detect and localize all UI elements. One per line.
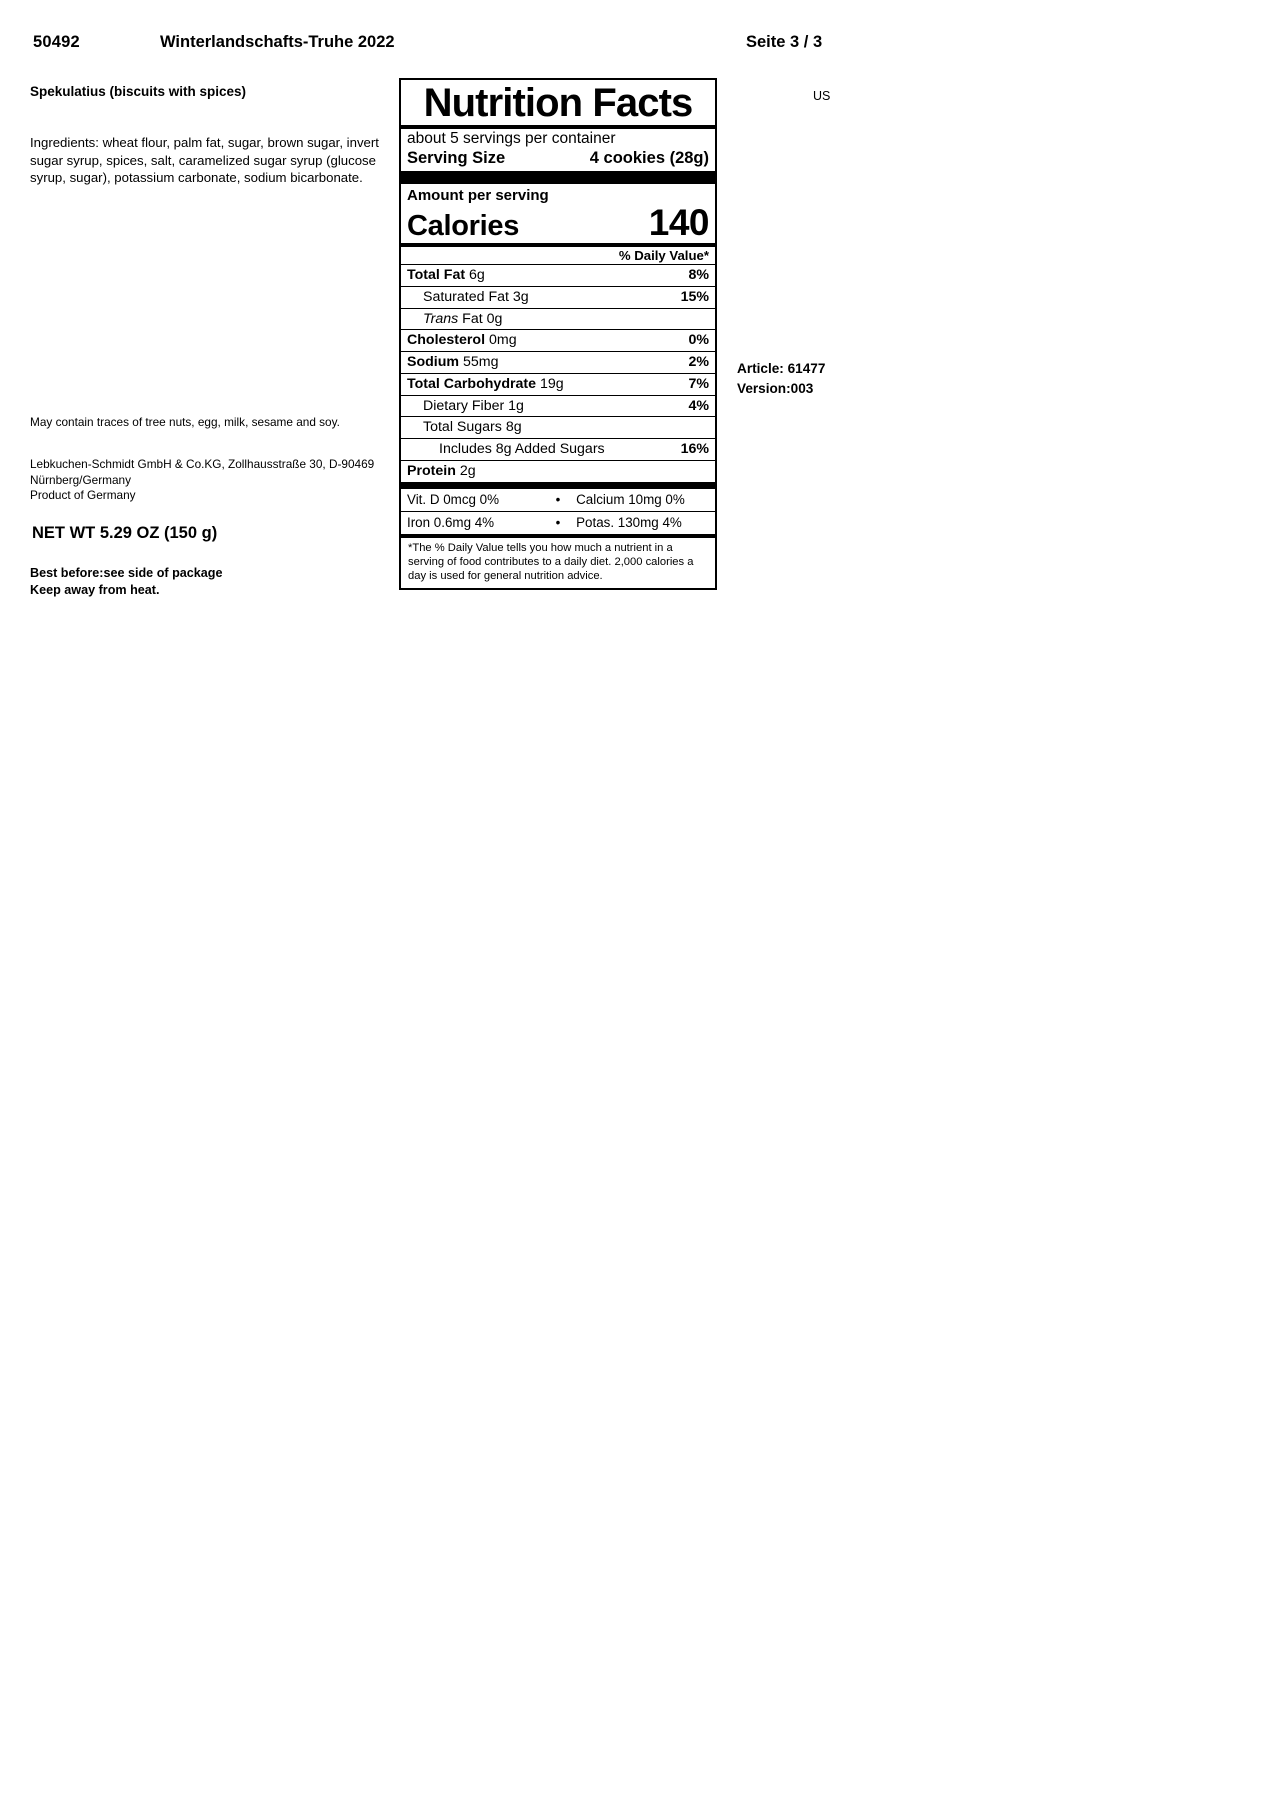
table-row <box>401 461 715 482</box>
nutrient-name: Total Sugars <box>423 419 502 436</box>
nutrient-name: Sodium <box>407 354 460 370</box>
table-row <box>401 287 715 308</box>
daily-value-header: % Daily Value* <box>618 248 709 263</box>
nutrient-amount: 19g <box>539 375 564 392</box>
table-row <box>401 374 715 395</box>
keep-away-from-heat-text: Keep away from heat. <box>30 583 160 597</box>
serving-size-row <box>401 148 715 171</box>
nutrient-amount: 3g <box>512 288 529 305</box>
table-row <box>401 439 715 460</box>
best-before-text: Best before:see side of package <box>30 566 223 580</box>
page-indicator: Seite 3 / 3 <box>746 33 823 51</box>
left-text-column <box>30 84 385 186</box>
serving-size-value: 4 cookies (28g) <box>589 149 709 167</box>
storage-instructions <box>30 565 390 599</box>
nutrient-dv: 7% <box>688 375 709 392</box>
nutrient-amount: Fat 0g <box>462 310 503 327</box>
table-row <box>401 265 715 286</box>
vitamin-d-value: Vit. D 0mcg 0% <box>407 491 500 507</box>
version-number: Version:003 <box>737 381 814 397</box>
divider-vitamins <box>401 482 715 489</box>
nutrient-dv: 2% <box>688 354 709 370</box>
document-code: 50492 <box>33 33 80 51</box>
nutrient-amount: 1g <box>508 397 524 414</box>
nutrient-name: Saturated Fat <box>423 288 509 305</box>
nutrient-name: Total Fat <box>407 267 466 283</box>
net-weight: NET WT 5.29 OZ (150 g) <box>32 524 218 542</box>
manufacturer-city: Nürnberg/Germany <box>30 472 131 487</box>
nutrient-amount: 0mg <box>489 332 517 349</box>
nutrient-name: Protein <box>407 462 456 479</box>
nutrient-name: Includes 8g Added Sugars <box>439 441 605 457</box>
product-name: Spekulatius (biscuits with spices) <box>30 84 247 99</box>
divider-serving <box>401 171 715 184</box>
nutrient-name: Total Carbohydrate <box>407 375 537 392</box>
calories-value: 140 <box>648 202 709 243</box>
manufacturer-address: Lebkuchen-Schmidt GmbH & Co.KG, Zollhausstraße 30, D-90469 <box>30 457 375 471</box>
article-number: Article: 61477 <box>737 361 826 376</box>
iron-value: Iron 0.6mg 4% <box>407 514 495 530</box>
potassium-value: Potas. 130mg 4% <box>576 514 682 530</box>
table-row <box>401 396 715 417</box>
table-row <box>401 309 715 330</box>
amount-per-serving-label: Amount per serving <box>407 187 549 204</box>
table-row <box>401 330 715 351</box>
servings-per-container: about 5 servings per container <box>407 130 616 148</box>
nutrient-dv: 16% <box>680 441 709 457</box>
nutrient-name: Dietary Fiber <box>423 397 505 414</box>
product-origin: Product of Germany <box>30 488 136 503</box>
nutrient-amount: 8g <box>505 419 522 436</box>
nutrient-dv: 15% <box>680 288 709 305</box>
serving-size-label: Serving Size <box>407 149 506 167</box>
calories-label: Calories <box>407 210 520 242</box>
country-code: US <box>813 89 831 103</box>
allergen-traces-text: May contain traces of tree nuts, egg, milk, sesame and soy. <box>30 415 340 429</box>
bullet-separator-icon: • <box>555 491 561 507</box>
manufacturer-block <box>30 457 390 504</box>
nutrient-amount: 2g <box>459 462 476 479</box>
article-info-block <box>737 359 825 400</box>
nutrition-facts-title: Nutrition Facts <box>423 81 693 125</box>
calories-row <box>401 204 715 243</box>
calcium-value: Calcium 10mg 0% <box>576 491 685 507</box>
nutrient-dv: 4% <box>688 397 709 414</box>
nutrient-name: Cholesterol <box>407 332 486 349</box>
bullet-separator-icon: • <box>555 514 561 530</box>
nutrient-dv: 8% <box>688 267 709 283</box>
table-row <box>401 489 715 511</box>
nutrient-name: Trans <box>423 310 459 327</box>
nutrition-facts-panel <box>399 78 717 590</box>
daily-value-footnote: *The % Daily Value tells you how much a nutrient in a serving of food contributes to a daily diet. 2,000 calories a day is used for general nutrition advice. <box>408 541 694 582</box>
table-row <box>401 417 715 438</box>
nutrient-dv: 0% <box>688 332 709 349</box>
table-row <box>401 512 715 534</box>
nutrient-amount: 6g <box>469 267 485 283</box>
document-title: Winterlandschafts-Truhe 2022 <box>160 33 395 51</box>
table-row <box>401 352 715 373</box>
nutrient-amount: 55mg <box>462 354 499 370</box>
page-header <box>0 33 1273 59</box>
ingredients-text: Ingredients: wheat flour, palm fat, sugar, brown sugar, invert sugar syrup, spices, salt, caramelized sugar syrup (glucose syrup, sugar), potassium carbonate, sodium bicarbonate. <box>30 135 379 186</box>
